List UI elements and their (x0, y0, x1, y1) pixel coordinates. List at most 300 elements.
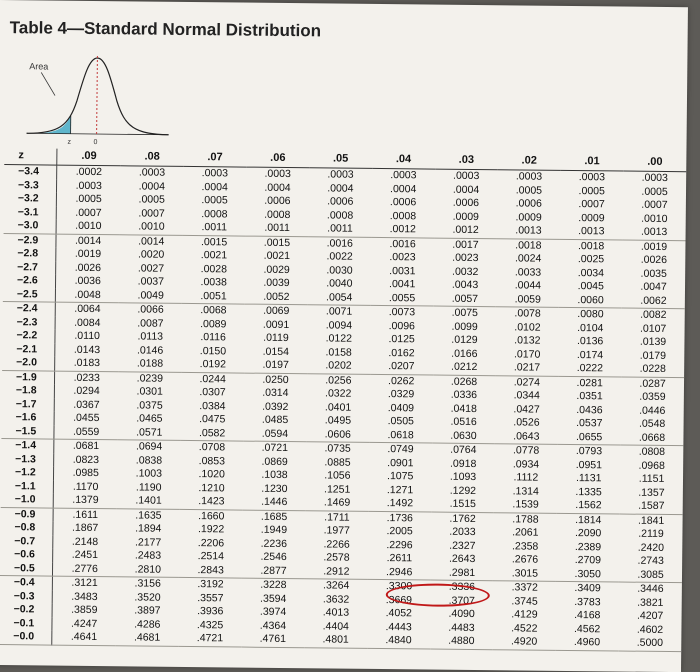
probability-cell: .4681 (116, 631, 179, 646)
probability-cell: .0034 (559, 266, 622, 280)
probability-cell: .0007 (623, 199, 686, 213)
probability-cell: .0048 (55, 288, 119, 303)
z-value-cell: −1.0 (1, 493, 54, 508)
probability-cell: .0020 (120, 248, 183, 262)
probability-cell: .0009 (434, 210, 497, 224)
probability-cell: .0068 (182, 303, 245, 318)
probability-cell: .0078 (496, 307, 559, 322)
probability-cell: .4168 (556, 609, 619, 623)
probability-cell: .0006 (372, 196, 435, 210)
probability-cell: .3050 (556, 567, 619, 582)
probability-cell: .4286 (116, 618, 179, 632)
probability-cell: .0136 (559, 335, 622, 349)
probability-cell: .5000 (618, 637, 681, 652)
probability-cell: .0202 (307, 359, 370, 374)
probability-cell: .0024 (497, 252, 560, 266)
probability-cell: .0003 (435, 169, 498, 184)
probability-cell: .0011 (183, 221, 246, 236)
probability-cell: .4443 (367, 620, 430, 634)
probability-cell: .0023 (371, 251, 434, 265)
probability-cell: .4880 (430, 635, 493, 650)
probability-cell: .4522 (493, 622, 556, 636)
probability-cell: .0307 (181, 386, 244, 400)
mean-line (97, 56, 98, 134)
probability-cell: .3264 (305, 579, 368, 594)
probability-cell: .3936 (179, 605, 242, 619)
probability-cell: .0004 (372, 182, 435, 196)
probability-cell: .1093 (432, 471, 495, 485)
probability-cell: .0003 (120, 166, 183, 181)
probability-cell: .0027 (119, 262, 182, 276)
probability-cell: .2643 (431, 553, 494, 567)
probability-cell: .0139 (622, 336, 685, 350)
probability-cell: .4404 (304, 620, 367, 634)
probability-cell: .2709 (556, 554, 619, 568)
probability-cell: .1292 (431, 484, 494, 498)
z-value-cell: −0.7 (0, 535, 53, 549)
probability-cell: .0256 (307, 373, 370, 388)
probability-cell: .0869 (243, 455, 306, 469)
probability-cell: .0006 (497, 197, 560, 211)
probability-cell: .3446 (619, 582, 682, 597)
z-value-cell: −3.3 (4, 179, 57, 193)
probability-cell: .2611 (368, 552, 431, 566)
probability-cell: .0005 (497, 184, 560, 198)
probability-cell: .0009 (497, 211, 560, 225)
column-header: .02 (498, 153, 561, 170)
probability-cell: .3336 (430, 580, 493, 595)
probability-cell: .1271 (369, 483, 432, 497)
probability-cell: .2676 (494, 553, 557, 567)
probability-cell: .0014 (56, 234, 120, 249)
probability-cell: .0004 (183, 180, 246, 194)
probability-cell: .0618 (369, 428, 432, 443)
probability-cell: .0021 (182, 249, 245, 263)
probability-cell: .1075 (369, 470, 432, 484)
z-value-cell: −0.9 (1, 507, 54, 522)
probability-cell: .0934 (495, 458, 558, 472)
probability-cell: .0041 (371, 278, 434, 292)
probability-cell: .0038 (182, 276, 245, 290)
probability-cell: .0183 (55, 357, 119, 372)
probability-cell: .2810 (116, 563, 179, 578)
z-value-cell: −0.4 (0, 576, 52, 591)
probability-cell: .0018 (497, 238, 560, 253)
probability-cell: .4364 (241, 619, 304, 633)
probability-cell: .0071 (308, 305, 371, 320)
probability-cell: .0003 (372, 168, 435, 183)
probability-cell: .0004 (309, 182, 372, 196)
probability-cell: .0281 (558, 376, 621, 391)
column-header: .06 (246, 151, 309, 168)
probability-cell: .0505 (369, 415, 432, 429)
probability-cell: .0005 (120, 193, 183, 207)
probability-cell: .3300 (368, 579, 431, 594)
probability-cell: .0018 (560, 239, 623, 254)
z-value-cell: −2.9 (3, 233, 56, 248)
probability-cell: .0049 (119, 289, 182, 304)
probability-cell: .0073 (370, 305, 433, 320)
probability-cell: .1711 (305, 510, 368, 525)
probability-cell: .2005 (368, 525, 431, 539)
probability-cell: .1922 (180, 523, 243, 537)
probability-cell: .1423 (180, 495, 243, 510)
column-header: .04 (372, 152, 435, 169)
probability-cell: .0485 (244, 414, 307, 428)
probability-cell: .0026 (622, 254, 685, 268)
probability-cell: .0064 (55, 302, 119, 317)
probability-cell: .0016 (308, 236, 371, 251)
z-value-cell: −2.1 (2, 343, 55, 357)
probability-cell: .0055 (371, 291, 434, 306)
probability-cell: .0495 (306, 414, 369, 428)
probability-cell: .2946 (368, 565, 431, 580)
probability-cell: .3783 (556, 595, 619, 609)
probability-cell: .1539 (494, 498, 557, 513)
probability-cell: .0287 (621, 377, 684, 392)
probability-cell: .0154 (244, 345, 307, 359)
probability-cell: .0003 (246, 167, 309, 182)
z-value-cell: −3.0 (4, 219, 57, 234)
column-header: .07 (183, 150, 246, 167)
probability-cell: .1841 (620, 514, 683, 529)
probability-cell: .2327 (431, 539, 494, 553)
probability-cell: .2420 (619, 541, 682, 555)
probability-cell: .0004 (246, 181, 309, 195)
probability-cell: .1251 (306, 483, 369, 497)
probability-cell: .0838 (117, 454, 180, 468)
table-title: Table 4—Standard Normal Distribution (10, 18, 322, 41)
probability-cell: .1401 (117, 494, 180, 509)
probability-cell: .1685 (243, 510, 306, 525)
probability-cell: .0367 (54, 398, 118, 412)
probability-cell: .2776 (52, 562, 116, 577)
probability-cell: .0013 (560, 225, 623, 240)
probability-cell: .0516 (432, 416, 495, 430)
probability-cell: .0146 (119, 344, 182, 358)
probability-cell: .0084 (55, 316, 119, 330)
probability-cell: .2033 (431, 526, 494, 540)
probability-cell: .1379 (53, 494, 117, 509)
probability-cell: .0116 (182, 331, 245, 345)
probability-cell: .0465 (118, 412, 181, 426)
probability-cell: .0107 (622, 322, 685, 336)
probability-cell: .0764 (432, 443, 495, 458)
probability-cell: .0427 (495, 403, 558, 417)
probability-cell: .0104 (559, 321, 622, 335)
probability-cell: .0008 (309, 209, 372, 223)
probability-cell: .4641 (52, 631, 116, 646)
probability-cell: .0013 (497, 224, 560, 239)
probability-cell: .0968 (620, 459, 683, 473)
probability-cell: .1151 (620, 473, 683, 487)
probability-cell: .0129 (433, 334, 496, 348)
probability-cell: .0011 (246, 222, 309, 237)
probability-cell: .0006 (246, 195, 309, 209)
probability-cell: .2148 (53, 535, 117, 549)
probability-cell: .0708 (180, 440, 243, 455)
probability-cell: .4920 (493, 635, 556, 650)
probability-cell: .0166 (433, 347, 496, 361)
probability-cell: .0119 (244, 332, 307, 346)
probability-cell: .2389 (557, 540, 620, 554)
probability-cell: .0228 (621, 363, 684, 378)
probability-cell: .0244 (181, 372, 244, 387)
z-value-cell: −1.4 (1, 439, 54, 454)
probability-cell: .1814 (557, 513, 620, 528)
curve-baseline (27, 133, 169, 134)
probability-cell: .0239 (118, 371, 181, 386)
probability-cell: .3974 (242, 606, 305, 620)
probability-cell: .2981 (431, 566, 494, 581)
column-header: .09 (57, 149, 121, 166)
probability-cell: .0032 (434, 265, 497, 279)
probability-cell: .3594 (242, 592, 305, 606)
probability-cell: .4090 (430, 608, 493, 622)
probability-cell: .0351 (558, 390, 621, 404)
probability-cell: .1788 (494, 512, 557, 527)
probability-cell: .0207 (370, 360, 433, 375)
probability-cell: .0006 (434, 197, 497, 211)
probability-cell: .0559 (54, 425, 118, 440)
probability-cell: .0268 (433, 375, 496, 390)
probability-cell: .0010 (120, 220, 183, 235)
z-value-cell: −0.5 (0, 562, 53, 577)
probability-cell: .0150 (181, 344, 244, 358)
probability-cell: .0274 (495, 375, 558, 390)
probability-cell: .0008 (183, 207, 246, 221)
probability-cell: .0158 (307, 346, 370, 360)
probability-cell: .0594 (243, 427, 306, 442)
probability-cell: .3192 (179, 577, 242, 592)
probability-cell: .0019 (56, 248, 120, 262)
probability-cell: .0749 (369, 442, 432, 457)
probability-cell: .0222 (558, 362, 621, 377)
probability-cell: .2877 (242, 564, 305, 579)
probability-cell: .0721 (243, 441, 306, 456)
probability-cell: .0089 (182, 317, 245, 331)
probability-cell: .1446 (243, 496, 306, 511)
z-value-cell: −1.7 (2, 398, 55, 412)
probability-cell: .0036 (55, 275, 119, 289)
probability-cell: .0087 (119, 317, 182, 331)
probability-cell: .4761 (241, 633, 304, 648)
probability-cell: .0951 (557, 458, 620, 472)
z-value-cell: −0.1 (0, 617, 52, 631)
z-value-cell: −0.6 (0, 548, 53, 562)
probability-cell: .0014 (120, 234, 183, 249)
probability-cell: .4721 (178, 632, 241, 647)
probability-cell: .0132 (496, 334, 559, 348)
probability-cell: .2578 (305, 551, 368, 565)
probability-cell: .0301 (118, 385, 181, 399)
probability-cell: .0643 (495, 430, 558, 445)
probability-cell: .2358 (494, 540, 557, 554)
probability-cell: .0188 (118, 357, 181, 372)
probability-cell: .3085 (619, 568, 682, 583)
probability-cell: .3669 (367, 593, 430, 607)
probability-cell: .4325 (179, 618, 242, 632)
probability-cell: .0606 (306, 428, 369, 443)
probability-cell: .0003 (56, 179, 120, 193)
probability-cell: .0455 (54, 412, 118, 426)
probability-cell: .0005 (560, 184, 623, 198)
probability-cell: .1635 (117, 508, 180, 523)
z-value-cell: −0.0 (0, 630, 52, 645)
probability-cell: .1736 (368, 511, 431, 526)
probability-cell: .2119 (619, 528, 682, 542)
probability-cell: .0125 (370, 333, 433, 347)
probability-cell: .0294 (54, 385, 118, 399)
z-value-cell: −1.9 (2, 370, 55, 385)
probability-cell: .0051 (182, 289, 245, 304)
probability-cell: .0401 (307, 401, 370, 415)
z-value-cell: −1.3 (1, 453, 54, 467)
probability-cell: .0778 (495, 444, 558, 459)
probability-cell: .1492 (368, 497, 431, 512)
column-header: .03 (435, 153, 498, 170)
probability-cell: .1894 (117, 522, 180, 536)
probability-cell: .4129 (493, 608, 556, 622)
probability-cell: .0918 (432, 457, 495, 471)
probability-cell: .0314 (244, 387, 307, 401)
z-value-cell: −2.7 (3, 261, 56, 275)
probability-cell: .0446 (621, 404, 684, 418)
probability-cell: .2451 (53, 549, 117, 563)
probability-cell: .2236 (242, 537, 305, 551)
probability-cell: .0007 (120, 207, 183, 221)
probability-cell: .0031 (371, 264, 434, 278)
probability-cell: .0322 (307, 387, 370, 401)
z-table-container (0, 148, 686, 652)
probability-cell: .0003 (560, 170, 623, 185)
probability-cell: .0069 (245, 304, 308, 319)
probability-cell: .0066 (119, 303, 182, 318)
probability-cell: .0668 (620, 431, 683, 446)
probability-cell: .0233 (54, 371, 118, 386)
probability-cell: .0392 (244, 400, 307, 414)
probability-cell: .0344 (495, 389, 558, 403)
probability-cell: .3483 (52, 590, 116, 604)
probability-cell: .4602 (618, 623, 681, 637)
probability-cell: .0162 (370, 346, 433, 360)
probability-cell: .0179 (621, 349, 684, 363)
probability-cell: .0808 (620, 445, 683, 460)
probability-cell: .0023 (434, 252, 497, 266)
z-value-cell: −2.2 (2, 329, 55, 343)
column-header: .00 (623, 155, 686, 172)
probability-cell: .1611 (53, 508, 117, 523)
probability-cell: .0003 (498, 170, 561, 185)
probability-cell: .0823 (54, 453, 118, 467)
probability-cell: .0015 (245, 236, 308, 251)
z-value-cell: −1.1 (1, 480, 54, 494)
probability-cell: .3821 (619, 596, 682, 610)
probability-cell: .0037 (119, 275, 182, 289)
z-value-cell: −0.8 (0, 521, 53, 535)
probability-cell: .0122 (307, 332, 370, 346)
probability-cell: .2514 (179, 550, 242, 564)
probability-cell: .0010 (623, 212, 686, 226)
probability-cell: .0029 (245, 263, 308, 277)
probability-cell: .0170 (496, 348, 559, 362)
probability-cell: .0113 (119, 330, 182, 344)
probability-cell: .1867 (53, 522, 117, 536)
probability-cell: .2483 (116, 549, 179, 563)
probability-cell: .0418 (432, 402, 495, 416)
probability-cell: .0026 (56, 261, 120, 275)
column-header: .01 (561, 154, 624, 171)
probability-cell: .1170 (53, 480, 117, 494)
probability-cell: .0004 (435, 183, 498, 197)
probability-cell: .0694 (118, 440, 181, 455)
z-value-cell: −3.4 (4, 165, 57, 180)
probability-cell: .1056 (306, 469, 369, 483)
probability-cell: .2061 (494, 526, 557, 540)
probability-cell: .0885 (306, 456, 369, 470)
probability-cell: .4052 (367, 607, 430, 621)
probability-cell: .0040 (308, 277, 371, 291)
probability-cell: .0096 (370, 319, 433, 333)
probability-cell: .0735 (306, 442, 369, 457)
probability-cell: .0060 (559, 293, 622, 308)
probability-cell: .3228 (242, 578, 305, 593)
probability-cell: .2912 (305, 565, 368, 580)
probability-cell: .0039 (245, 277, 308, 291)
probability-cell: .0008 (246, 208, 309, 222)
probability-cell: .3557 (179, 591, 242, 605)
probability-cell: .1314 (494, 485, 557, 499)
z-value-cell: −2.5 (3, 288, 56, 303)
probability-cell: .0005 (623, 185, 686, 199)
probability-cell: .4960 (556, 636, 619, 651)
probability-cell: .0262 (370, 374, 433, 389)
probability-cell: .0091 (245, 318, 308, 332)
probability-cell: .3859 (52, 604, 116, 618)
probability-cell: .0006 (309, 195, 372, 209)
probability-cell: .0436 (558, 403, 621, 417)
probability-cell: .2743 (619, 555, 682, 569)
probability-cell: .1112 (494, 471, 557, 485)
probability-cell: .0655 (558, 430, 621, 445)
probability-cell: .0582 (181, 426, 244, 441)
probability-cell: .0901 (369, 456, 432, 470)
probability-cell: .1190 (117, 481, 180, 495)
z-value-cell: −3.1 (4, 206, 57, 220)
probability-cell: .0043 (434, 279, 497, 293)
column-header: .05 (309, 151, 372, 168)
probability-cell: .0681 (54, 439, 118, 454)
probability-cell: .3372 (493, 581, 556, 596)
z-table (0, 148, 686, 652)
probability-cell: .0016 (371, 237, 434, 252)
probability-cell: .1977 (305, 524, 368, 538)
probability-cell: .3121 (52, 576, 116, 591)
probability-cell: .0475 (181, 413, 244, 427)
probability-cell: .0022 (308, 250, 371, 264)
probability-cell: .0526 (495, 416, 558, 430)
probability-cell: .4207 (619, 610, 682, 624)
probability-cell: .1020 (180, 468, 243, 482)
probability-cell: .0011 (308, 222, 371, 237)
probability-cell: .0630 (432, 429, 495, 444)
probability-cell: .0336 (432, 389, 495, 403)
probability-cell: .0329 (370, 388, 433, 402)
probability-cell: .0985 (53, 467, 117, 481)
probability-cell: .1230 (243, 482, 306, 496)
probability-cell: .2177 (117, 536, 180, 550)
probability-cell: .0571 (118, 426, 181, 441)
